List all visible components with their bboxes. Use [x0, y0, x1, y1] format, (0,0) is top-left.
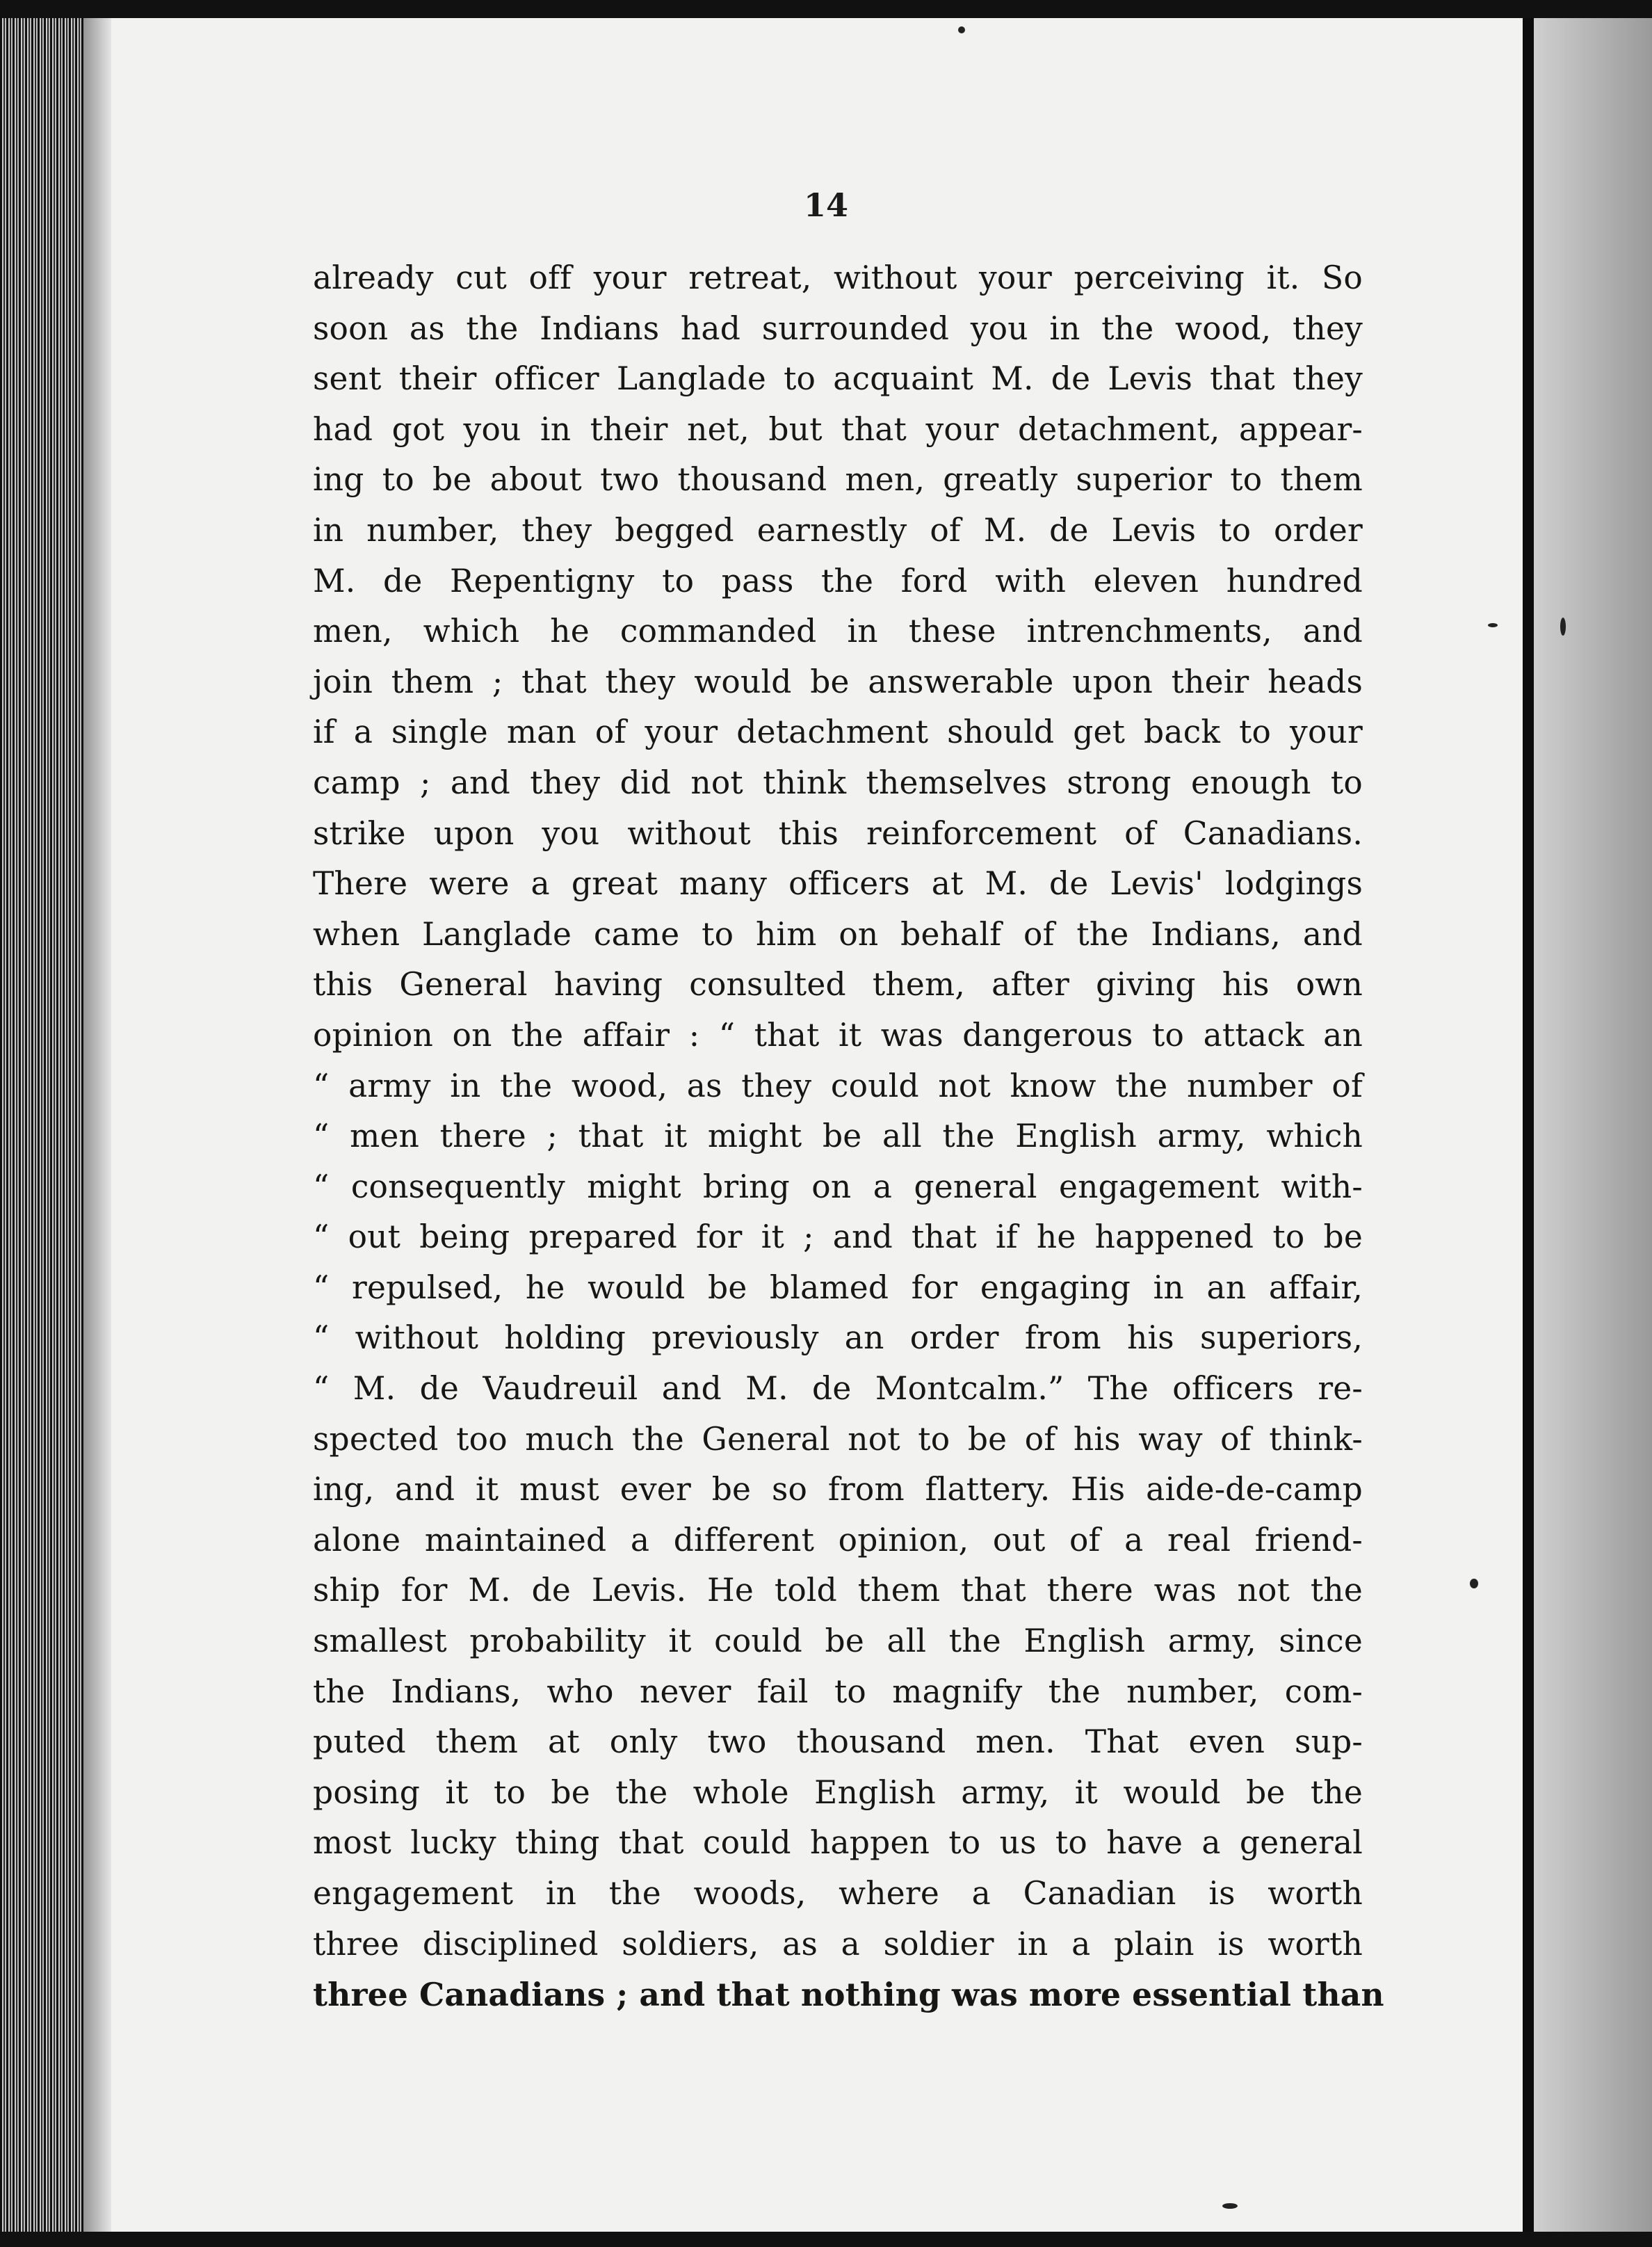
text-line: “ M. de Vaudreuil and M. de Montcalm.” The officers re-: [313, 1370, 1363, 1408]
binding-shadow: [83, 0, 111, 2247]
text-line: soon as the Indians had surrounded you in the wood, they: [313, 309, 1363, 347]
text-line: “ without holding previously an order from his superiors,: [313, 1319, 1363, 1357]
text-line: in number, they begged earnestly of M. de Levis to order: [313, 511, 1363, 549]
text-line: sent their officer Langlade to acquaint M. de Levis that they: [313, 360, 1363, 398]
text-line: ing, and it must ever be so from flattery. His aide-de-camp: [313, 1471, 1363, 1508]
text-line: this General having consulted them, after giving his own: [313, 966, 1363, 1004]
text-line: “ army in the wood, as they could not know the number of: [313, 1067, 1363, 1104]
text-line: most lucky thing that could happen to us to have a general: [313, 1824, 1363, 1862]
text-line: had got you in their net, but that your detachment, appear-: [313, 410, 1363, 448]
text-line: “ men there ; that it might be all the English army, which: [313, 1118, 1363, 1155]
text-line: ing to be about two thousand men, greatly superior to them: [313, 461, 1363, 499]
text-line: three Canadians ; and that nothing was more essential than: [313, 1976, 1384, 2014]
text-line: “ repulsed, he would be blamed for engaging in an affair,: [313, 1269, 1363, 1306]
page-number: 14: [803, 186, 848, 224]
text-line: men, which he commanded in these intrenchments, and: [313, 613, 1363, 650]
text-line: M. de Repentigny to pass the ford with eleven hundred: [313, 562, 1363, 599]
text-line: opinion on the affair : “ that it was dangerous to attack an: [313, 1016, 1363, 1054]
text-line: puted them at only two thousand men. That even sup-: [313, 1723, 1363, 1761]
scan-speck: [1470, 1579, 1478, 1588]
text-line: “ consequently might bring on a general engagement with-: [313, 1168, 1363, 1205]
text-line: alone maintained a different opinion, out of a real friend-: [313, 1521, 1363, 1559]
text-line: engagement in the woods, where a Canadian is worth: [313, 1875, 1363, 1912]
scan-speck: [958, 26, 965, 33]
text-line: three disciplined soldiers, as a soldier in a plain is worth: [313, 1925, 1363, 1963]
body-text: [313, 253, 1384, 2020]
scan-speck: [1488, 623, 1498, 627]
text-line: ship for M. de Levis. He told them that there was not the: [313, 1572, 1363, 1609]
scan-speck: [1222, 2203, 1238, 2209]
bottom-scan-border: [0, 2232, 1652, 2247]
book-binding-edge: [0, 0, 83, 2247]
text-line: already cut off your retreat, without your perceiving it. So: [313, 259, 1363, 296]
text-line: spected too much the General not to be of his way of think-: [313, 1420, 1363, 1458]
right-margin-scan-area: [1534, 0, 1652, 2247]
text-line: when Langlade came to him on behalf of the Indians, and: [313, 915, 1363, 953]
text-line: posing it to be the whole English army, it would be the: [313, 1773, 1363, 1811]
top-scan-border: [0, 0, 1652, 18]
text-line: camp ; and they did not think themselves strong enough to: [313, 764, 1363, 801]
text-line: join them ; that they would be answerable upon their heads: [313, 663, 1363, 700]
text-line: There were a great many officers at M. de Levis' lodgings: [313, 865, 1363, 903]
text-line: if a single man of your detachment should get back to your: [313, 714, 1363, 751]
text-line: the Indians, who never fail to magnify the number, com-: [313, 1673, 1363, 1710]
text-line: strike upon you without this reinforcement of Canadians.: [313, 814, 1363, 852]
text-line: “ out being prepared for it ; and that if he happened to be: [313, 1218, 1363, 1256]
scan-speck: [1560, 618, 1566, 636]
text-line: smallest probability it could be all the English army, since: [313, 1622, 1363, 1660]
